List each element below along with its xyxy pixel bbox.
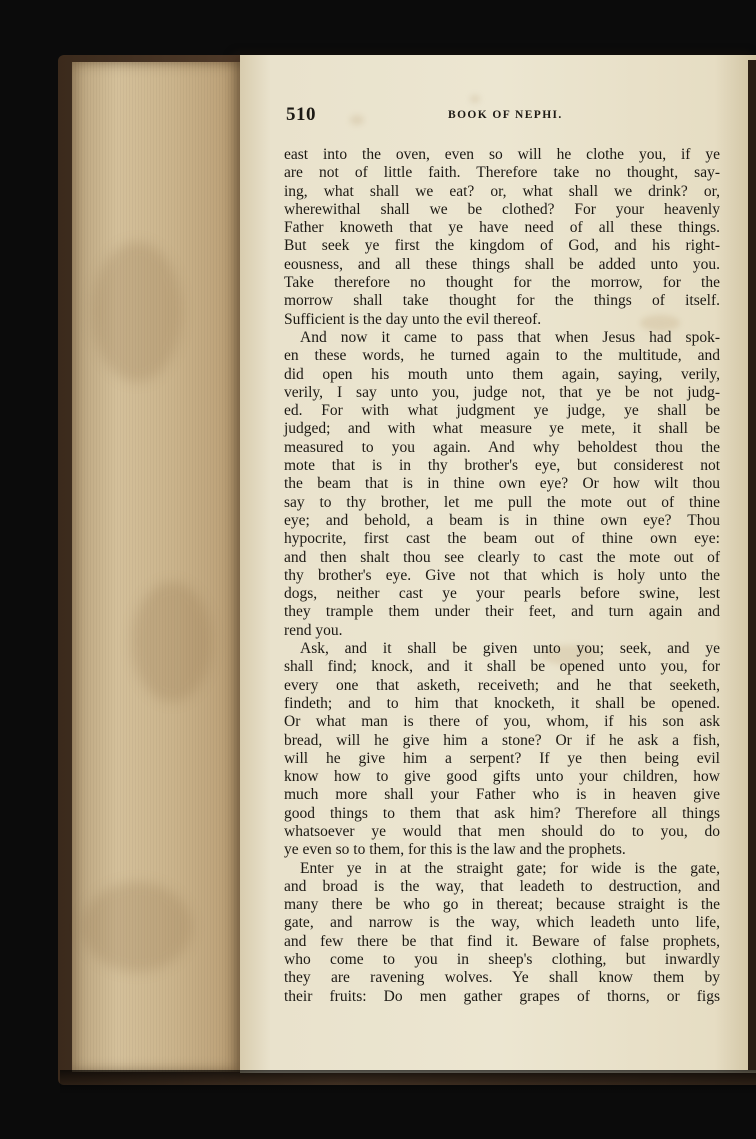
text-line: eye; and behold, a beam is in thine own eye? Thou bbox=[284, 511, 720, 529]
text-line: say to thy brother, let me pull the mote out of thine bbox=[284, 493, 720, 511]
text-line: and broad is the way, that leadeth to destruction, and bbox=[284, 877, 720, 895]
text-line: rend you. bbox=[284, 621, 343, 639]
text-line: Or what man is there of you, whom, if his son ask bbox=[284, 713, 720, 731]
text-line: the beam that is in thine own eye? Or how wilt thou bbox=[284, 475, 720, 493]
text-line: whatsoever ye would that men should do to you, do bbox=[284, 822, 720, 840]
page-header bbox=[286, 104, 726, 128]
text-line: they are ravening wolves. Ye shall know them by bbox=[284, 969, 720, 987]
text-line: ing, what shall we eat? or, what shall we drink? or, bbox=[284, 182, 720, 200]
text-line: will he give him a serpent? If ye then being evil bbox=[284, 749, 720, 767]
text-line: are not of little faith. Therefore take no thought, say- bbox=[284, 164, 720, 182]
text-line: And now it came to pass that when Jesus had spok- bbox=[300, 328, 720, 346]
text-line: mote that is in thy brother's eye, but considerest not bbox=[284, 457, 720, 475]
text-line: morrow shall take thought for the things of itself. bbox=[284, 292, 720, 310]
text-line: Father knoweth that ye have need of all these things. bbox=[284, 219, 720, 237]
text-line: dogs, neither cast ye your pearls before swine, lest bbox=[284, 585, 720, 603]
text-line: and then shalt thou see clearly to cast the mote out of bbox=[284, 548, 720, 566]
text-line: But seek ye first the kingdom of God, and his right- bbox=[284, 237, 720, 255]
spine-edge bbox=[748, 60, 756, 1070]
text-line: en these words, he turned again to the multitude, and bbox=[284, 347, 720, 365]
text-line: east into the oven, even so will he clothe you, if ye bbox=[284, 146, 720, 163]
text-line: measured to you again. And why beholdest thou the bbox=[284, 438, 720, 456]
text-line: verily, I say unto you, judge not, that ye be not judg- bbox=[284, 383, 720, 401]
text-line: hypocrite, first cast the beam out of thine own eye: bbox=[284, 530, 720, 548]
body-text bbox=[284, 146, 720, 1006]
text-line: know how to give good gifts unto your children, how bbox=[284, 768, 720, 786]
page-number: 510 bbox=[286, 104, 316, 125]
page-edges bbox=[72, 62, 252, 1072]
text-line: ye even so to them, for this is the law and the prophets. bbox=[284, 841, 626, 859]
text-line: they trample them under their feet, and turn again and bbox=[284, 603, 720, 621]
text-line: bread, will he give him a stone? Or if he ask a fish, bbox=[284, 731, 720, 749]
text-line: did open his mouth unto them again, saying, verily, bbox=[284, 365, 720, 383]
shadow bbox=[60, 1070, 756, 1095]
text-line: every one that asketh, receiveth; and he that seeketh, bbox=[284, 676, 720, 694]
running-head: BOOK OF NEPHI. bbox=[448, 109, 563, 121]
text-line: good things to them that ask him? Therefore all things bbox=[284, 804, 720, 822]
text-line: their fruits: Do men gather grapes of thorns, or figs bbox=[284, 987, 720, 1005]
text-line: thy brother's eye. Give not that which is holy unto the bbox=[284, 566, 720, 584]
text-line: Enter ye in at the straight gate; for wide is the gate, bbox=[300, 859, 720, 877]
text-line: eousness, and all these things shall be added unto you. bbox=[284, 255, 720, 273]
text-line: findeth; and to him that knocketh, it shall be opened. bbox=[284, 694, 720, 712]
text-line: who come to you in sheep's clothing, but inwardly bbox=[284, 951, 720, 969]
text-line: ed. For with what judgment ye judge, ye shall be bbox=[284, 402, 720, 420]
text-line: Take therefore no thought for the morrow, for the bbox=[284, 274, 720, 292]
text-line: shall find; knock, and it shall be opened unto you, for bbox=[284, 658, 720, 676]
text-line: judged; and with what measure ye mete, it shall be bbox=[284, 420, 720, 438]
text-line: wherewithal shall we be clothed? For your heavenly bbox=[284, 200, 720, 218]
text-line: Sufficient is the day unto the evil thereof. bbox=[284, 310, 542, 328]
text-line: gate, and narrow is the way, which leadeth unto life, bbox=[284, 914, 720, 932]
text-line: much more shall your Father who is in heaven give bbox=[284, 786, 720, 804]
text-line: and few there be that find it. Beware of false prophets, bbox=[284, 932, 720, 950]
text-line: many there be who go in thereat; because straight is the bbox=[284, 896, 720, 914]
text-line: Ask, and it shall be given unto you; seek, and ye bbox=[300, 640, 720, 658]
